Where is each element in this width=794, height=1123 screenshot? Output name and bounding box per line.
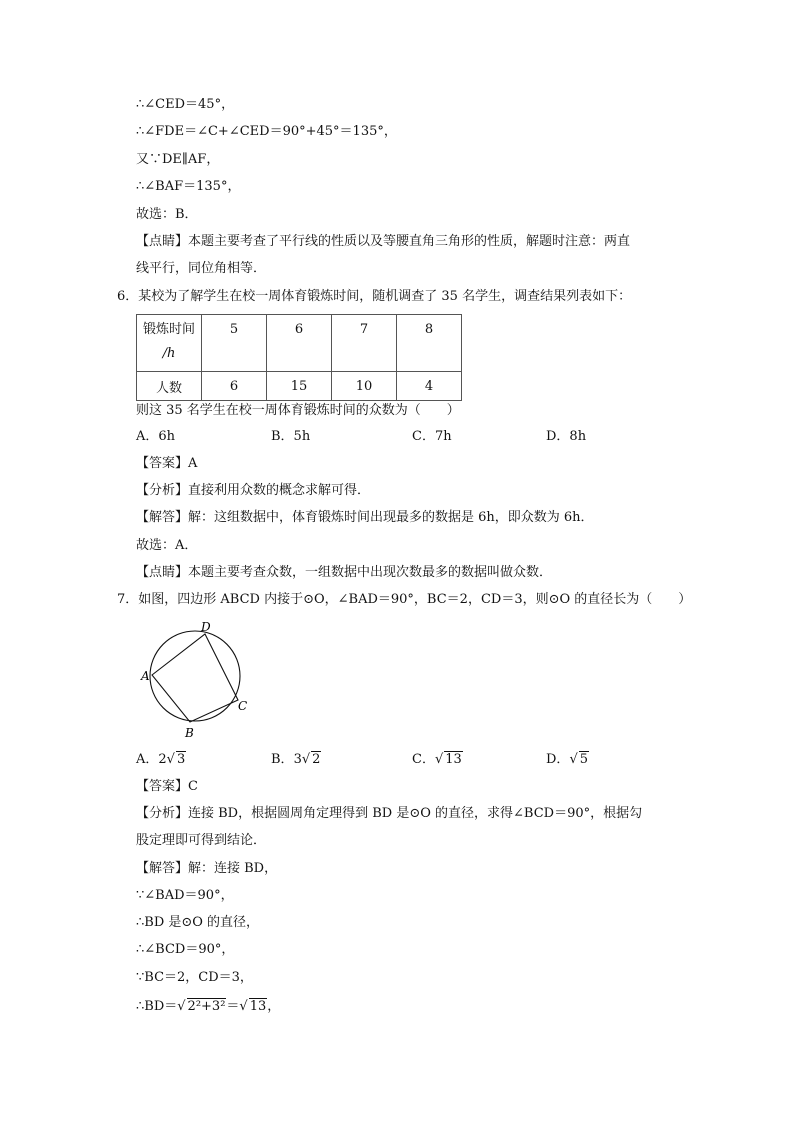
solution-line: ∵∠BAD＝90°， [136, 888, 234, 903]
table-cell: 8 [397, 315, 462, 372]
text-line: ∴∠CED＝45°， [136, 97, 235, 112]
question-7-stem: 7．如图，四边形 ABCD 内接于⊙O，∠BAD＝90°，BC＝2，CD＝3，则⊙O 的直径长为（ ） [117, 592, 692, 607]
option-b: B．5h [271, 429, 311, 444]
cell-unit: /h [162, 346, 176, 361]
solution-final-line: ∴BD＝√ 2²+3²＝√ 13， [136, 999, 281, 1014]
exercise-time-table [136, 314, 462, 401]
option-c: C．√ 13 [412, 750, 463, 770]
cell-label: 锻炼时间 [142, 322, 195, 337]
solution-line: ∴∠BCD＝90°， [136, 942, 235, 957]
answer-line: 【答案】A [136, 456, 198, 471]
sqrt-expression: √ 2²+3² [177, 999, 226, 1014]
solution-line: 【解答】解：这组数据中，体育锻炼时间出现最多的数据是 6h，即众数为 6h． [136, 510, 594, 525]
solution-line: 【解答】解：连接 BD， [136, 861, 278, 876]
table-cell: 7 [332, 315, 397, 372]
comment-line: 线平行，同位角相等． [136, 261, 267, 276]
option-c: C．7h [412, 429, 452, 444]
table-cell: 4 [397, 372, 462, 401]
label-d: D [201, 620, 211, 634]
sqrt-expression: √ 5 [569, 752, 589, 767]
table-row [137, 315, 462, 372]
option-b: B．3√ 2 [271, 750, 321, 770]
sqrt-expression: √ 3 [166, 752, 186, 767]
sqrt-expression: √ 13 [239, 999, 267, 1014]
label-a: A [141, 669, 150, 683]
table-header-cell: 人数 [137, 372, 202, 401]
analysis-line: 【分析】连接 BD，根据圆周角定理得到 BD 是⊙O 的直径，求得∠BCD＝90°，根据勾 [136, 806, 643, 821]
table-row [137, 372, 462, 401]
sqrt-expression: √ 2 [301, 752, 321, 767]
label-c: C [238, 699, 248, 713]
table-cell: 10 [332, 372, 397, 401]
option-d: D．8h [546, 429, 587, 444]
option-d: D．√ 5 [546, 750, 589, 770]
solution-line: ∴BD 是⊙O 的直径， [136, 915, 260, 930]
option-a: A．6h [136, 429, 176, 444]
table-cell: 15 [267, 372, 332, 401]
table-cell: 6 [202, 372, 267, 401]
text-line: 故选：B． [136, 207, 198, 222]
text-line: ∴∠BAF＝135°， [136, 179, 241, 194]
choose-line: 故选：A． [136, 538, 198, 553]
comment-line: 【点睛】本题主要考查众数，一组数据中出现次数最多的数据叫做众数． [136, 565, 553, 580]
table-header-cell [137, 315, 202, 372]
comment-line: 【点睛】本题主要考查了平行线的性质以及等腰直角三角形的性质，解题时注意：两直 [136, 234, 631, 249]
option-a: A．2√ 3 [136, 750, 186, 770]
table-cell: 6 [267, 315, 332, 372]
sqrt-expression: √ 13 [434, 752, 462, 767]
question-7-options [136, 750, 656, 770]
answer-line: 【答案】C [136, 779, 198, 794]
label-b: B [185, 726, 194, 740]
question-6-stem: 6．某校为了解学生在校一周体育锻炼时间，随机调查了 35 名学生，调查结果列表如下： [117, 289, 632, 304]
text-line: 又∵DE∥AF， [136, 152, 220, 167]
solution-line: ∵BC＝2，CD＝3， [136, 970, 253, 985]
text-line: ∴∠FDE＝∠C+∠CED＝90°+45°＝135°， [136, 124, 397, 139]
analysis-line: 股定理即可得到结论． [136, 833, 267, 848]
question-6-options [136, 427, 656, 447]
inscribed-quadrilateral-figure [140, 618, 250, 740]
analysis-line: 【分析】直接利用众数的概念求解可得． [136, 483, 371, 498]
table-cell: 5 [202, 315, 267, 372]
question-6-prompt: 则这 35 名学生在校一周体育锻炼时间的众数为（ ） [136, 403, 460, 418]
